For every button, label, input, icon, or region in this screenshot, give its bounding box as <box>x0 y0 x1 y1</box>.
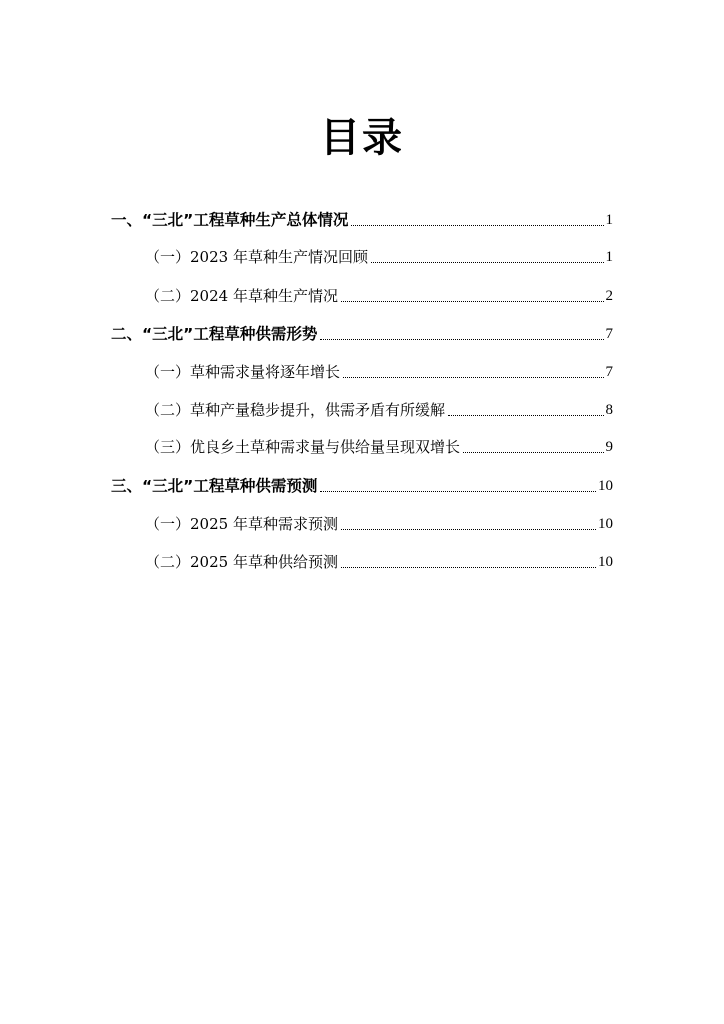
toc-dot-leader <box>320 491 596 492</box>
toc-entry-subsection-3-2[interactable] <box>145 550 613 574</box>
toc-entry-text: 三、“三北”工程草种供需预测 <box>111 477 318 495</box>
toc-entry-text: 一、“三北”工程草种生产总体情况 <box>111 211 349 229</box>
toc-entry-subsection-2-2[interactable] <box>145 398 613 422</box>
toc-entry-subsection-1-1[interactable] <box>145 245 613 269</box>
toc-title: 目录 <box>320 115 404 161</box>
toc-page-number: 10 <box>598 554 613 570</box>
toc-dot-leader <box>448 415 603 416</box>
toc-entry-subsection-2-1[interactable] <box>145 360 613 384</box>
toc-entry-text: （二）草种产量稳步提升，供需矛盾有所缓解 <box>145 401 446 419</box>
toc-page-number: 1 <box>605 249 613 265</box>
toc-page-number: 9 <box>605 439 613 455</box>
toc-entry-text: 二、“三北”工程草种供需形势 <box>111 325 318 343</box>
toc-page-number: 8 <box>605 402 613 418</box>
toc-dot-leader <box>320 339 603 340</box>
toc-dot-leader <box>343 377 603 378</box>
toc-entry-text: （一）2023 年草种生产情况回顾 <box>145 248 368 266</box>
toc-dot-leader <box>341 301 604 302</box>
toc-entry-section-1[interactable] <box>111 208 613 232</box>
toc-entry-text: （一）2025 年草种需求预测 <box>145 515 338 533</box>
toc-entry-section-3[interactable] <box>111 474 613 498</box>
toc-page-number: 1 <box>605 212 613 228</box>
toc-dot-leader <box>351 225 603 226</box>
toc-page-number: 10 <box>598 478 613 494</box>
toc-entry-text: （三）优良乡土草种需求量与供给量呈现双增长 <box>145 438 461 456</box>
toc-dot-leader <box>341 529 596 530</box>
toc-dot-leader <box>371 262 604 263</box>
toc-dot-leader <box>463 452 603 453</box>
toc-page-number: 7 <box>605 364 613 380</box>
toc-page-number: 7 <box>605 326 613 342</box>
toc-page-number: 2 <box>605 288 613 304</box>
toc-entry-subsection-2-3[interactable] <box>145 435 613 459</box>
toc-entry-text: （二）2025 年草种供给预测 <box>145 553 338 571</box>
toc-dot-leader <box>341 567 596 568</box>
toc-entry-text: （一）草种需求量将逐年增长 <box>145 363 341 381</box>
toc-entry-subsection-1-2[interactable] <box>145 284 613 308</box>
toc-entry-section-2[interactable] <box>111 322 613 346</box>
toc-page-number: 10 <box>598 516 613 532</box>
toc-entry-text: （二）2024 年草种生产情况 <box>145 287 338 305</box>
toc-entry-subsection-3-1[interactable] <box>145 512 613 536</box>
